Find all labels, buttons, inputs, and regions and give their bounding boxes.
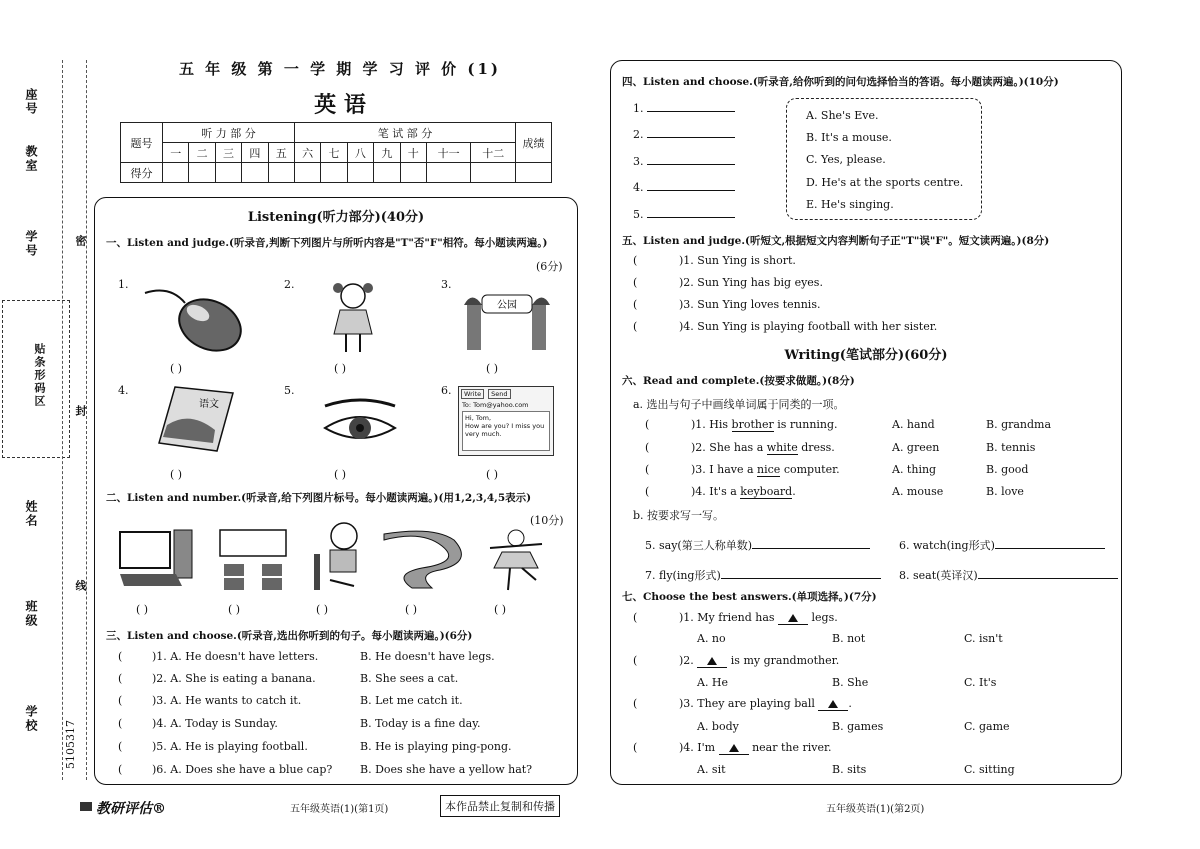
num-cell: 八 <box>347 143 373 163</box>
underlined-word: brother <box>731 418 774 431</box>
num: 1. <box>633 102 644 115</box>
num-cell: 二 <box>189 143 215 163</box>
total-label: 成绩 <box>516 123 552 163</box>
write-item-8 <box>899 567 1118 583</box>
s7-question-4: ( )4. I'm near the river. <box>633 741 832 754</box>
section2-heading: 二、Listen and number.(听录音,给下列图片标号。每小题读两遍。)(用1,2,3,4,5表示) <box>106 492 532 504</box>
river-picture <box>382 530 472 592</box>
s4-line <box>633 155 735 168</box>
blank-triangle[interactable] <box>697 654 727 668</box>
choice: D. He's at the sports centre. <box>806 176 964 189</box>
item-number: 5. <box>284 384 295 397</box>
answer-blank[interactable] <box>995 548 1105 549</box>
text: computer. <box>780 463 840 476</box>
triangle-icon <box>729 744 739 752</box>
answer-blank[interactable] <box>647 217 735 218</box>
classroom-label: 教室 <box>24 145 38 173</box>
s6-item: ( )1. His brother is running. <box>645 418 838 431</box>
computer-picture <box>118 528 198 592</box>
text: )1. My friend has <box>679 611 779 624</box>
mouse-picture <box>140 285 245 355</box>
answer-paren[interactable]: ( ) <box>334 362 347 375</box>
score-cell[interactable] <box>268 163 294 183</box>
underlined-word: white <box>766 441 798 454</box>
score-cell[interactable] <box>215 163 241 183</box>
choice: C. Yes, please. <box>806 153 886 166</box>
email-to: To: Tom@yahoo.com <box>462 401 529 409</box>
text: )4. I'm <box>679 741 719 754</box>
statement: )4. Sun Ying is playing football with her sister. <box>679 320 938 333</box>
listening-title: Listening(听力部分)(40分) <box>247 210 425 225</box>
option: C. sitting <box>964 763 1015 776</box>
score-cell[interactable] <box>321 163 347 183</box>
option: A. sit <box>697 763 726 776</box>
s5-item: ( )1. Sun Ying is short. <box>633 254 796 267</box>
section2-score: (10分) <box>530 514 564 527</box>
seat-number-label: 座号 <box>24 88 38 116</box>
underlined-word: nice <box>757 463 781 476</box>
text: near the river. <box>748 741 832 754</box>
seal-line <box>62 60 63 780</box>
answer-paren[interactable]: ( ) <box>170 362 183 375</box>
option-b: B. He is playing ping-pong. <box>360 740 512 753</box>
text: is my grandmother. <box>727 654 840 667</box>
choice: B. It's a mouse. <box>806 131 892 144</box>
copyright-notice: 本作品禁止复制和传播 <box>440 795 560 817</box>
choice: E. He's singing. <box>806 198 894 211</box>
answer-paren[interactable]: ( ) <box>486 362 499 375</box>
write-item-5 <box>645 537 870 553</box>
answer-paren[interactable]: ( ) <box>405 603 418 616</box>
num-cell: 三 <box>215 143 241 163</box>
option-a: )3. A. He wants to catch it. <box>152 694 302 707</box>
section7-heading: 七、Choose the best answers.(单项选择。)(7分) <box>622 591 877 603</box>
score-cell[interactable] <box>374 163 400 183</box>
score-cell[interactable] <box>426 163 471 183</box>
option: B. games <box>832 720 884 733</box>
score-cell[interactable] <box>294 163 320 183</box>
page2-label: 五年级英语(1)(第2页) <box>826 804 925 815</box>
send-button: Send <box>488 389 510 399</box>
triangle-icon <box>788 614 798 622</box>
option-a: A. green <box>892 441 940 454</box>
s5-item: ( )4. Sun Ying is playing football with her sister. <box>633 320 938 333</box>
book-title: 语文 <box>199 399 219 410</box>
prompt: 8. seat(英译汉) <box>899 569 978 582</box>
statement: )2. Sun Ying has big eyes. <box>679 276 823 289</box>
blank-triangle[interactable] <box>778 611 808 625</box>
score-cell[interactable] <box>516 163 552 183</box>
eye-picture <box>320 398 400 450</box>
s3-item: ( )6. A. Does she have a blue cap? <box>118 763 333 776</box>
section5-heading: 五、Listen and judge.(听短文,根据短文内容判断句子正"T"误"F"。短文读两遍。)(8分) <box>622 235 1050 247</box>
num: 5. <box>633 208 644 221</box>
option-b: B. Let me catch it. <box>360 694 463 707</box>
text: is running. <box>773 418 838 431</box>
s6-item: ( )3. I have a nice computer. <box>645 463 840 476</box>
answer-blank[interactable] <box>752 548 870 549</box>
s4-line <box>633 208 735 221</box>
option-b: B. good <box>986 463 1029 476</box>
score-cell[interactable] <box>163 163 189 183</box>
s6-instruction-b: b. 按要求写一写。 <box>633 509 725 522</box>
statement: )1. Sun Ying is short. <box>679 254 796 267</box>
text: )2. She has a <box>691 441 767 454</box>
prompt: 6. watch(ing形式) <box>899 539 995 552</box>
option-a: A. mouse <box>892 485 944 498</box>
write-item-7 <box>645 567 881 583</box>
section4-heading: 四、Listen and choose.(听录音,给你听到的问句选择恰当的答语。每小题读两遍。)(10分) <box>622 76 1059 88</box>
s3-item: ( )2. A. She is eating a banana. <box>118 672 316 685</box>
ballet-picture <box>480 526 550 592</box>
item-number: 6. <box>441 384 452 397</box>
item-number: 4. <box>118 384 129 397</box>
listen-part: 听 力 部 分 <box>163 123 295 143</box>
s3-item: ( )5. A. He is playing football. <box>118 740 308 753</box>
item-number: 3. <box>441 278 452 291</box>
exam-title: 五 年 级 第 一 学 期 学 习 评 价 (1) <box>178 60 502 78</box>
s3-item: ( )3. A. He wants to catch it. <box>118 694 302 707</box>
answer-blank[interactable] <box>647 137 735 138</box>
score-cell[interactable] <box>242 163 268 183</box>
text: . <box>792 485 796 498</box>
num-cell: 一 <box>163 143 189 163</box>
option-a: )4. A. Today is Sunday. <box>152 717 278 730</box>
item-number: 1. <box>118 278 129 291</box>
s7-question-3: ( )3. They are playing ball . <box>633 697 852 710</box>
col-title: 题号 <box>121 123 163 163</box>
num-cell: 十一 <box>426 143 471 163</box>
park-sign: 公园 <box>497 300 517 311</box>
name-label: 姓名 <box>24 500 38 528</box>
write-part: 笔 试 部 分 <box>294 123 515 143</box>
score-row-label: 得分 <box>121 163 163 183</box>
option-b: B. She sees a cat. <box>360 672 459 685</box>
score-cell[interactable] <box>189 163 215 183</box>
barcode-area-label: 贴条形码区 <box>33 343 46 408</box>
option-b: B. He doesn't have legs. <box>360 650 495 663</box>
option: A. He <box>697 676 729 689</box>
email-picture <box>458 386 554 456</box>
num-cell: 九 <box>374 143 400 163</box>
writing-title: Writing(笔试部分)(60分) <box>784 348 948 363</box>
item-number: 2. <box>284 278 295 291</box>
park-picture <box>462 285 552 353</box>
seal-mark-3: 线 <box>74 580 87 593</box>
girl-picture <box>328 278 378 356</box>
student-id-label: 学号 <box>24 230 38 258</box>
option-b: B. grandma <box>986 418 1052 431</box>
blank-triangle[interactable] <box>818 697 848 711</box>
chinese-book-picture <box>155 385 235 455</box>
score-cell[interactable] <box>471 163 516 183</box>
answer-blank[interactable] <box>721 578 881 579</box>
s3-item: ( )4. A. Today is Sunday. <box>118 717 278 730</box>
option-b: B. Today is a fine day. <box>360 717 481 730</box>
option-a: )6. A. Does she have a blue cap? <box>152 763 333 776</box>
section6-heading: 六、Read and complete.(按要求做题。)(8分) <box>622 375 855 387</box>
answer-paren[interactable]: ( ) <box>486 468 499 481</box>
s7-question-2: ( )2. is my grandmother. <box>633 654 840 667</box>
option-a: A. thing <box>892 463 937 476</box>
option-a: )5. A. He is playing football. <box>152 740 308 753</box>
s6-instruction-a: a. 选出与句子中画线单词属于同类的一项。 <box>633 398 845 411</box>
email-line: Hi, Tom, <box>465 414 492 422</box>
num-cell: 六 <box>294 143 320 163</box>
page1-label: 五年级英语(1)(第1页) <box>290 804 389 815</box>
statement: )3. Sun Ying loves tennis. <box>679 298 821 311</box>
blank-triangle[interactable] <box>719 741 749 755</box>
option: B. She <box>832 676 869 689</box>
option-a: A. hand <box>892 418 935 431</box>
option: B. sits <box>832 763 867 776</box>
answer-paren[interactable]: ( ) <box>316 603 329 616</box>
answer-paren[interactable]: ( ) <box>228 603 241 616</box>
answer-paren[interactable]: ( ) <box>334 468 347 481</box>
num-cell: 七 <box>321 143 347 163</box>
section1-heading: 一、Listen and judge.(听录音,判断下列图片与所听内容是"T"否"F"相符。每小题读两遍。) <box>106 237 548 249</box>
seal-mark-1: 密 <box>74 235 87 248</box>
s4-line <box>633 181 735 194</box>
answer-blank[interactable] <box>647 164 735 165</box>
text: )3. I have a <box>691 463 758 476</box>
answer-blank[interactable] <box>647 190 735 191</box>
num-cell: 十 <box>400 143 426 163</box>
s6-item: ( )2. She has a white dress. <box>645 441 835 454</box>
section1-score: (6分) <box>536 260 563 273</box>
prompt: 7. fly(ing形式) <box>645 569 721 582</box>
answer-paren[interactable]: ( ) <box>494 603 507 616</box>
seal-mark-2: 封 <box>74 405 87 418</box>
num: 2. <box>633 128 644 141</box>
num: 3. <box>633 155 644 168</box>
option: B. not <box>832 632 866 645</box>
score-cell[interactable] <box>400 163 426 183</box>
classroom-picture <box>210 526 296 592</box>
email-line: very much. <box>465 430 502 438</box>
option: C. isn't <box>964 632 1003 645</box>
s4-line <box>633 102 735 115</box>
score-table <box>120 122 552 183</box>
subject-title: 英 语 <box>314 92 366 118</box>
num-cell: 十二 <box>471 143 516 163</box>
option-b: B. Does she have a yellow hat? <box>360 763 533 776</box>
school-label: 学校 <box>24 705 38 733</box>
brand-name: 教研评估® <box>96 801 166 817</box>
email-line: How are you? I miss you <box>465 422 545 430</box>
seal-line-2 <box>86 60 87 780</box>
answer-blank[interactable] <box>647 111 735 112</box>
class-label: 班级 <box>24 600 38 628</box>
s3-item: ( )1. A. He doesn't have letters. <box>118 650 319 663</box>
write-button: Write <box>461 389 484 399</box>
answer-paren[interactable]: ( ) <box>136 603 149 616</box>
option: A. no <box>697 632 726 645</box>
option-b: B. love <box>986 485 1024 498</box>
text: dress. <box>797 441 835 454</box>
prompt: 5. say(第三人称单数) <box>645 539 752 552</box>
option-a: )1. A. He doesn't have letters. <box>152 650 319 663</box>
brand-logo-icon <box>80 802 92 811</box>
s7-question-1: ( )1. My friend has legs. <box>633 611 838 624</box>
score-cell[interactable] <box>347 163 373 183</box>
num: 4. <box>633 181 644 194</box>
underlined-word: keyboard <box>740 485 793 498</box>
text: )1. His <box>691 418 732 431</box>
text: . <box>848 697 852 710</box>
s5-item: ( )2. Sun Ying has big eyes. <box>633 276 823 289</box>
text: )4. It's a <box>691 485 741 498</box>
s4-line <box>633 128 735 141</box>
answer-paren[interactable]: ( ) <box>170 468 183 481</box>
option: C. It's <box>964 676 997 689</box>
text: )3. They are playing ball <box>679 697 819 710</box>
triangle-icon <box>828 700 838 708</box>
triangle-icon <box>707 657 717 665</box>
s5-item: ( )3. Sun Ying loves tennis. <box>633 298 821 311</box>
num-cell: 五 <box>268 143 294 163</box>
choice: A. She's Eve. <box>806 109 879 122</box>
text: legs. <box>808 611 838 624</box>
answer-blank[interactable] <box>978 578 1118 579</box>
barcode-area <box>2 300 70 458</box>
option-a: )2. A. She is eating a banana. <box>152 672 316 685</box>
serial-code: 5105317 <box>64 720 77 769</box>
option: A. body <box>697 720 739 733</box>
s6-item: ( )4. It's a keyboard. <box>645 485 796 498</box>
text: )2. <box>679 654 698 667</box>
num-cell: 四 <box>242 143 268 163</box>
option-b: B. tennis <box>986 441 1036 454</box>
section3-heading: 三、Listen and choose.(听录音,选出你听到的句子。每小题读两遍。)(6分) <box>106 630 473 642</box>
write-item-6 <box>899 537 1105 553</box>
boy-sitting-picture <box>310 520 372 594</box>
option: C. game <box>964 720 1010 733</box>
